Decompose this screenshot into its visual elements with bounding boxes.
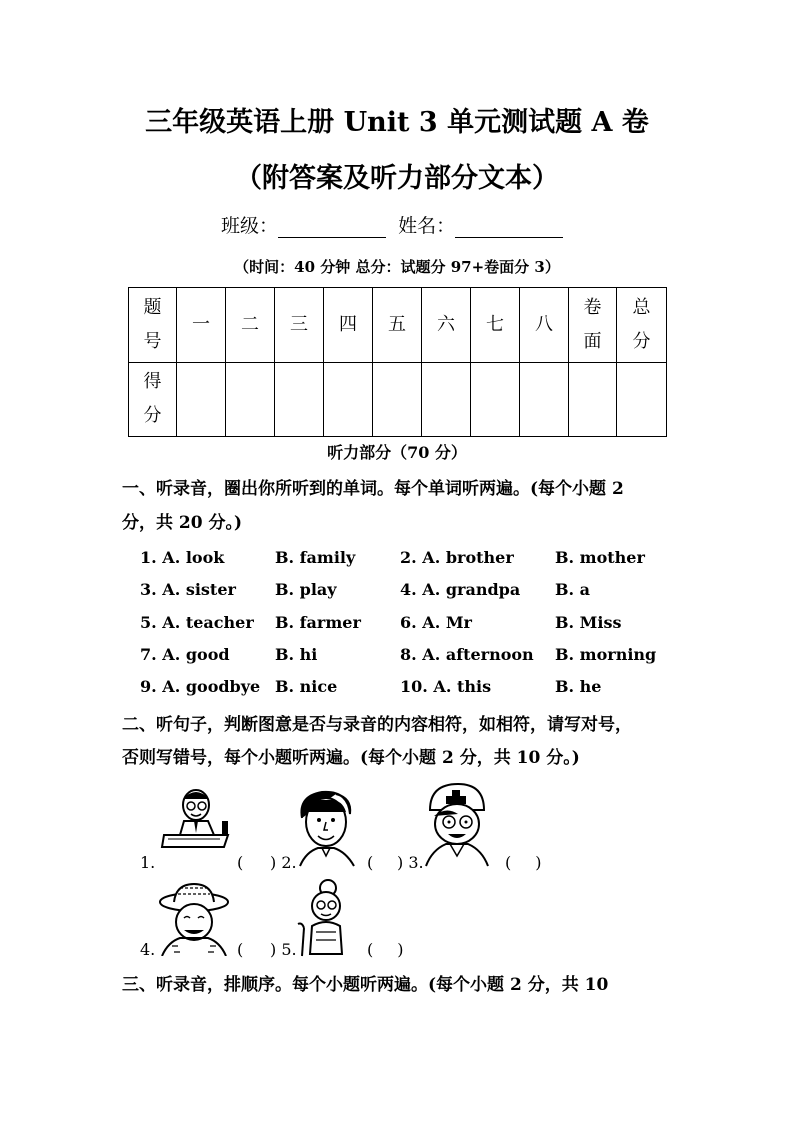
score-cell[interactable] [275, 362, 324, 437]
col-juanmian: 卷 面 [569, 288, 617, 363]
page-subtitle: （附答案及听力部分文本） [235, 163, 559, 194]
picture-3-number: ) 3. [397, 853, 424, 872]
answer-paren-1[interactable]: ( [237, 853, 244, 872]
score-cell[interactable] [226, 362, 275, 437]
option-10a[interactable]: 10. A. this [400, 677, 492, 696]
name-field[interactable] [455, 213, 563, 238]
class-name-row [221, 211, 563, 238]
col-1: 一 [177, 288, 226, 363]
answer-paren-5[interactable]: ( ) [367, 940, 404, 959]
picture-1-number: 1. [140, 853, 156, 872]
score-table-score-row [129, 362, 667, 437]
page-title: 三年级英语上册 Unit 3 单元测试题 A 卷 [145, 107, 649, 138]
col-8: 八 [520, 288, 569, 363]
time-info: （时间：40 分钟 总分：试题分 97+卷面分 3） [234, 258, 560, 276]
boy-portrait-icon [292, 788, 360, 868]
option-4b[interactable]: B. a [555, 580, 591, 599]
option-1b[interactable]: B. family [275, 548, 356, 567]
score-cell[interactable] [569, 362, 617, 437]
option-8a[interactable]: 8. A. afternoon [400, 645, 534, 664]
option-7b[interactable]: B. hi [275, 645, 318, 664]
score-cell[interactable] [324, 362, 373, 437]
option-3b[interactable]: B. play [275, 580, 337, 599]
answer-paren-3[interactable]: ( ) [505, 853, 542, 872]
class-label: 班级： [221, 215, 279, 237]
score-cell[interactable] [177, 362, 226, 437]
score-table-header-row [129, 288, 667, 363]
col-6: 六 [422, 288, 471, 363]
row-label-defen: 得 分 [129, 362, 177, 437]
class-field[interactable] [278, 213, 386, 238]
section3-instruction-line1: 三、听录音，排顺序。每个小题听两遍。(每个小题 2 分，共 10 [122, 975, 609, 995]
score-cell[interactable] [373, 362, 422, 437]
option-8b[interactable]: B. morning [555, 645, 657, 664]
nurse-icon [422, 780, 492, 868]
picture-5-number: ) 5. [270, 940, 297, 959]
score-cell[interactable] [471, 362, 520, 437]
score-cell[interactable] [617, 362, 667, 437]
section1-instruction-line2: 分，共 20 分。) [122, 513, 243, 533]
col-4: 四 [324, 288, 373, 363]
option-6a[interactable]: 6. A. Mr [400, 613, 472, 632]
option-9a[interactable]: 9. A. goodbye [140, 677, 261, 696]
picture-4-number: 4. [140, 940, 156, 959]
option-5a[interactable]: 5. A. teacher [140, 613, 254, 632]
option-7a[interactable]: 7. A. good [140, 645, 230, 664]
score-table [128, 287, 667, 437]
answer-paren-4[interactable]: ( [237, 940, 244, 959]
option-3a[interactable]: 3. A. sister [140, 580, 236, 599]
option-5b[interactable]: B. farmer [275, 613, 361, 632]
score-cell[interactable] [422, 362, 471, 437]
section1-instruction-line1: 一、听录音，圈出你所听到的单词。每个单词听两遍。(每个小题 2 [122, 479, 624, 499]
col-2: 二 [226, 288, 275, 363]
section2-instruction-line1: 二、听句子，判断图意是否与录音的内容相符，如相符，请写对号， [122, 715, 632, 735]
option-9b[interactable]: B. nice [275, 677, 338, 696]
option-10b[interactable]: B. he [555, 677, 602, 696]
option-2b[interactable]: B. mother [555, 548, 645, 567]
answer-paren-2[interactable]: ( [367, 853, 374, 872]
listening-header: 听力部分（70 分） [327, 443, 467, 462]
col-5: 五 [373, 288, 422, 363]
score-cell[interactable] [520, 362, 569, 437]
col-7: 七 [471, 288, 520, 363]
grandma-icon [294, 878, 354, 958]
option-6b[interactable]: B. Miss [555, 613, 622, 632]
row-label-tihao: 题 号 [129, 288, 177, 363]
farmer-hat-icon [158, 880, 230, 956]
teacher-at-desk-icon [160, 783, 232, 855]
option-1a[interactable]: 1. A. look [140, 548, 225, 567]
name-label: 姓名： [398, 215, 456, 237]
col-total: 总 分 [617, 288, 667, 363]
section2-instruction-line2: 否则写错号，每个小题听两遍。(每个小题 2 分，共 10 分。) [122, 748, 580, 768]
option-2a[interactable]: 2. A. brother [400, 548, 514, 567]
option-4a[interactable]: 4. A. grandpa [400, 580, 521, 599]
picture-2-number: ) 2. [270, 853, 297, 872]
col-3: 三 [275, 288, 324, 363]
